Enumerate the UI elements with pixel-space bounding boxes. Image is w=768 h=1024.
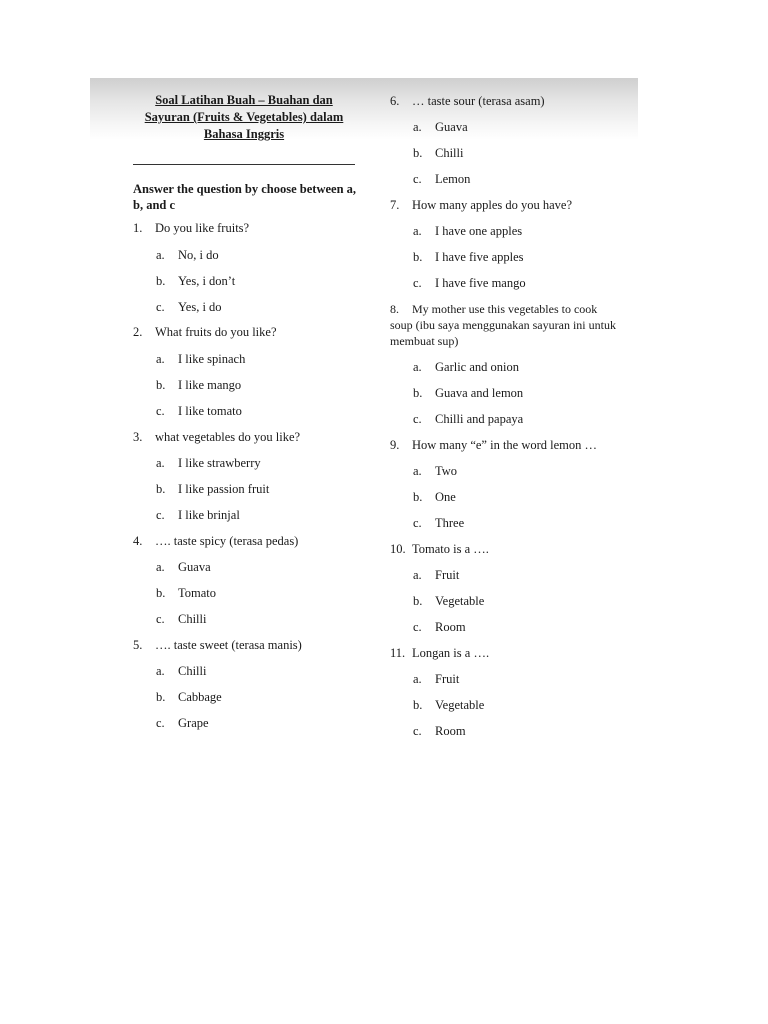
- option-text: I have five apples: [435, 250, 524, 264]
- question-text: What fruits do you like?: [155, 325, 277, 339]
- option-text: Two: [435, 464, 458, 478]
- option-letter: b.: [413, 386, 423, 400]
- q4-option-b[interactable]: [156, 585, 216, 601]
- option-text: I have five mango: [435, 276, 526, 290]
- question-text: … taste sour (terasa asam): [412, 94, 545, 108]
- question-7: [390, 197, 630, 213]
- option-text: Room: [435, 620, 466, 634]
- q3-option-b[interactable]: [156, 481, 269, 497]
- option-letter: a.: [156, 456, 165, 470]
- option-letter: c.: [413, 172, 422, 186]
- option-letter: c.: [156, 404, 165, 418]
- q1-option-c[interactable]: [156, 299, 222, 315]
- question-number: 10.: [390, 542, 406, 556]
- q2-option-c[interactable]: [156, 403, 242, 419]
- option-text: Fruit: [435, 568, 460, 582]
- option-letter: c.: [413, 412, 422, 426]
- option-text: Garlic and onion: [435, 360, 520, 374]
- option-letter: b.: [156, 690, 166, 704]
- option-letter: b.: [413, 698, 423, 712]
- question-number: 1.: [133, 221, 143, 235]
- question-9: [390, 437, 630, 453]
- option-letter: b.: [156, 274, 166, 288]
- question-8: [390, 301, 616, 349]
- option-letter: a.: [413, 120, 422, 134]
- option-text: Fruit: [435, 672, 460, 686]
- option-text: Tomato: [178, 586, 217, 600]
- option-text: Grape: [178, 716, 209, 730]
- option-text: Yes, i do: [178, 300, 222, 314]
- q10-option-a[interactable]: [413, 567, 459, 583]
- q6-option-c[interactable]: [413, 171, 470, 187]
- option-letter: c.: [413, 276, 422, 290]
- option-letter: a.: [156, 664, 165, 678]
- option-text: Vegetable: [435, 698, 485, 712]
- question-1: [133, 220, 365, 236]
- left-column: [133, 92, 365, 213]
- question-2: [133, 324, 365, 340]
- option-text: Guava: [178, 560, 211, 574]
- question-text: Longan is a ….: [412, 646, 490, 660]
- question-text: Tomato is a ….: [412, 542, 489, 556]
- q5-option-a[interactable]: [156, 663, 206, 679]
- question-5: [133, 637, 365, 653]
- option-text: Guava: [435, 120, 468, 134]
- q10-option-c[interactable]: [413, 619, 466, 635]
- q4-option-c[interactable]: [156, 611, 206, 627]
- q11-option-c[interactable]: [413, 723, 466, 739]
- option-letter: a.: [156, 352, 165, 366]
- option-text: Guava and lemon: [435, 386, 524, 400]
- option-text: Chilli: [435, 146, 464, 160]
- option-letter: a.: [413, 568, 422, 582]
- option-letter: c.: [413, 620, 422, 634]
- question-6: [390, 93, 630, 109]
- option-text: Three: [435, 516, 465, 530]
- question-text: How many “e” in the word lemon …: [412, 438, 598, 452]
- option-letter: a.: [413, 224, 422, 238]
- option-text: I like brinjal: [178, 508, 240, 522]
- q3-option-c[interactable]: [156, 507, 240, 523]
- question-number: 2.: [133, 325, 143, 339]
- option-text: Chilli: [178, 664, 207, 678]
- q11-option-a[interactable]: [413, 671, 459, 687]
- question-text: Do you like fruits?: [155, 221, 250, 235]
- q2-option-b[interactable]: [156, 377, 241, 393]
- option-letter: c.: [413, 724, 422, 738]
- option-letter: c.: [156, 612, 165, 626]
- option-text: Room: [435, 724, 466, 738]
- option-text: Lemon: [435, 172, 471, 186]
- q11-option-b[interactable]: [413, 697, 484, 713]
- option-letter: c.: [156, 300, 165, 314]
- option-letter: a.: [156, 560, 165, 574]
- question-number: 4.: [133, 534, 143, 548]
- q9-option-c[interactable]: [413, 515, 464, 531]
- option-text: Cabbage: [178, 690, 222, 704]
- option-letter: b.: [413, 594, 423, 608]
- question-text: My mother use this vegetables to cook soup (ibu saya menggunakan sayuran ini untuk membuat sup): [390, 302, 616, 348]
- option-text: I like tomato: [178, 404, 242, 418]
- option-letter: a.: [413, 464, 422, 478]
- option-letter: b.: [156, 378, 166, 392]
- option-text: Vegetable: [435, 594, 485, 608]
- option-letter: a.: [413, 672, 422, 686]
- q2-option-a[interactable]: [156, 351, 245, 367]
- question-number: 3.: [133, 430, 143, 444]
- q9-option-b[interactable]: [413, 489, 456, 505]
- q5-option-b[interactable]: [156, 689, 222, 705]
- q6-option-a[interactable]: [413, 119, 468, 135]
- q8-option-b[interactable]: [413, 385, 523, 401]
- option-text: One: [435, 490, 456, 504]
- q3-option-a[interactable]: [156, 455, 261, 471]
- question-11: [390, 645, 630, 661]
- question-number: 11.: [390, 646, 406, 660]
- q9-option-a[interactable]: [413, 463, 457, 479]
- option-letter: b.: [156, 482, 166, 496]
- title-divider: [133, 164, 355, 165]
- option-letter: a.: [413, 360, 422, 374]
- option-text: I like spinach: [178, 352, 246, 366]
- question-text: what vegetables do you like?: [155, 430, 301, 444]
- option-text: Chilli: [178, 612, 207, 626]
- q8-option-a[interactable]: [413, 359, 519, 375]
- option-text: I like passion fruit: [178, 482, 270, 496]
- option-text: I like strawberry: [178, 456, 261, 470]
- option-text: No, i do: [178, 248, 219, 262]
- q1-option-b[interactable]: [156, 273, 235, 289]
- question-number: 6.: [390, 94, 400, 108]
- q6-option-b[interactable]: [413, 145, 463, 161]
- q7-option-a[interactable]: [413, 223, 522, 239]
- option-letter: c.: [156, 508, 165, 522]
- question-number: 8.: [390, 302, 399, 316]
- q8-option-c[interactable]: [413, 411, 523, 427]
- question-number: 7.: [390, 198, 400, 212]
- option-letter: c.: [413, 516, 422, 530]
- question-text: …. taste sweet (terasa manis): [155, 638, 302, 652]
- option-text: Yes, i don’t: [178, 274, 236, 288]
- q7-option-b[interactable]: [413, 249, 524, 265]
- q1-option-a[interactable]: [156, 247, 219, 263]
- option-letter: b.: [413, 490, 423, 504]
- option-text: I have one apples: [435, 224, 523, 238]
- option-text: I like mango: [178, 378, 242, 392]
- option-text: Chilli and papaya: [435, 412, 524, 426]
- worksheet-title: Soal Latihan Buah – Buahan dan Sayuran (Fruits & Vegetables) dalam Bahasa Inggris: [144, 93, 344, 141]
- question-number: 5.: [133, 638, 143, 652]
- option-letter: b.: [156, 586, 166, 600]
- question-text: …. taste spicy (terasa pedas): [155, 534, 299, 548]
- q10-option-b[interactable]: [413, 593, 484, 609]
- instructions: Answer the question by choose between a, b, and c: [133, 182, 357, 212]
- question-4: [133, 533, 365, 549]
- question-number: 9.: [390, 438, 400, 452]
- option-letter: c.: [156, 716, 165, 730]
- question-3: [133, 429, 365, 445]
- q7-option-c[interactable]: [413, 275, 526, 291]
- question-10: [390, 541, 630, 557]
- q4-option-a[interactable]: [156, 559, 211, 575]
- option-letter: b.: [413, 250, 423, 264]
- option-letter: b.: [413, 146, 423, 160]
- q5-option-c[interactable]: [156, 715, 209, 731]
- option-letter: a.: [156, 248, 165, 262]
- question-text: How many apples do you have?: [412, 198, 573, 212]
